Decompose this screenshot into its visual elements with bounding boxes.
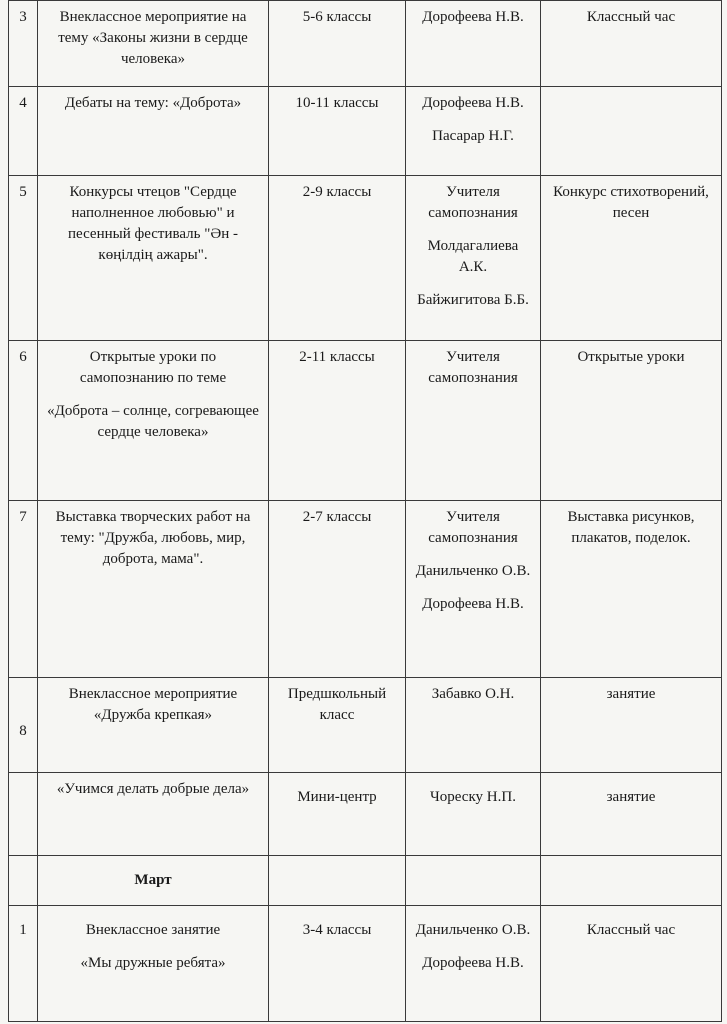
- responsible-name: Дорофеева Н.В.: [422, 95, 524, 111]
- row-number: [9, 773, 38, 856]
- event-cell: [38, 678, 269, 773]
- row-number: 1: [9, 906, 38, 1022]
- responsible-cell: [406, 1, 541, 87]
- responsible-name: Дорофеева Н.В.: [422, 596, 524, 612]
- form-cell: Выставка рисунков, плакатов, поделок.: [541, 501, 722, 678]
- event-cell: [38, 176, 269, 341]
- row-number: 7: [9, 501, 38, 678]
- event-cell: [38, 87, 269, 176]
- grades-cell: 10-11 классы: [269, 87, 406, 176]
- table-row: [9, 501, 722, 678]
- event-cell: [38, 341, 269, 501]
- event-cell: [38, 906, 269, 1022]
- row-number: [9, 678, 38, 773]
- responsible-cell: [406, 906, 541, 1022]
- row-number: [9, 856, 38, 906]
- responsible-name: Данильченко О.В.: [415, 563, 531, 579]
- responsible-cell: [406, 176, 541, 341]
- responsible-name: Данильченко О.В.: [415, 922, 531, 938]
- responsible-name: Дорофеева Н.В.: [422, 9, 524, 25]
- row-number-text: 8: [19, 723, 27, 739]
- table-row: [9, 773, 722, 856]
- month-title: Март: [134, 872, 172, 888]
- event-text: Внеклассное занятие: [85, 922, 221, 938]
- events-table: [8, 0, 722, 1022]
- grades-cell: 5-6 классы: [269, 1, 406, 87]
- table-row: [9, 906, 722, 1022]
- row-number: 4: [9, 87, 38, 176]
- responsible-name: Чореску Н.П.: [430, 789, 516, 805]
- row-number: 6: [9, 341, 38, 501]
- event-text: «Доброта – солнце, согревающее сердце человека»: [47, 403, 259, 440]
- table-row: [9, 1, 722, 87]
- responsible-name: Учителя самопознания: [428, 509, 518, 546]
- event-text: Конкурсы чтецов "Сердце наполненное любовью" и песенный фестиваль "Ән - көңілдің ажары".: [68, 184, 238, 263]
- form-cell: занятие: [541, 678, 722, 773]
- grades-cell: Мини-центр: [269, 773, 406, 856]
- responsible-cell: [406, 87, 541, 176]
- event-text: Внеклассное мероприятие на тему «Законы жизни в сердце человека»: [58, 9, 248, 67]
- responsible-cell: [406, 501, 541, 678]
- grades-cell: Предшкольный класс: [269, 678, 406, 773]
- grades-cell: 3-4 классы: [269, 906, 406, 1022]
- row-number: 3: [9, 1, 38, 87]
- form-cell: Открытые уроки: [541, 341, 722, 501]
- table-row: [9, 87, 722, 176]
- responsible-cell: [406, 773, 541, 856]
- month-header-row: [9, 856, 722, 906]
- form-cell: Классный час: [541, 1, 722, 87]
- month-cell: [38, 856, 269, 906]
- responsible-name: Дорофеева Н.В.: [422, 955, 524, 971]
- grades-cell: 2-11 классы: [269, 341, 406, 501]
- event-text: Открытые уроки по самопознанию по теме: [79, 349, 227, 386]
- responsible-name: Учителя самопознания: [428, 184, 518, 221]
- responsible-cell: [406, 341, 541, 501]
- table-row: [9, 176, 722, 341]
- form-cell: занятие: [541, 773, 722, 856]
- table-row: [9, 341, 722, 501]
- event-text: Дебаты на тему: «Доброта»: [64, 95, 242, 111]
- empty-cell: [406, 856, 541, 906]
- responsible-name: Молдагалиева А.К.: [427, 238, 519, 275]
- empty-cell: [541, 856, 722, 906]
- responsible-name: Забавко О.Н.: [431, 686, 515, 702]
- form-cell: Конкурс стихотворений, песен: [541, 176, 722, 341]
- grades-cell: 2-7 классы: [269, 501, 406, 678]
- event-text: «Мы дружные ребята»: [80, 955, 226, 971]
- event-text: Внеклассное мероприятие «Дружба крепкая»: [68, 686, 238, 723]
- form-cell: Классный час: [541, 906, 722, 1022]
- responsible-name: Пасарар Н.Г.: [432, 128, 514, 144]
- responsible-name: Байжигитова Б.Б.: [417, 292, 529, 308]
- event-cell: [38, 1, 269, 87]
- event-text: «Учимся делать добрые дела»: [56, 781, 250, 797]
- row-number: 5: [9, 176, 38, 341]
- form-cell: [541, 87, 722, 176]
- event-cell: [38, 501, 269, 678]
- responsible-name: Учителя самопознания: [428, 349, 518, 386]
- grades-cell: 2-9 классы: [269, 176, 406, 341]
- empty-cell: [269, 856, 406, 906]
- responsible-cell: [406, 678, 541, 773]
- table-row: [9, 678, 722, 773]
- event-text: Выставка творческих работ на тему: "Дружба, любовь, мир, доброта, мама".: [55, 509, 251, 567]
- event-cell: [38, 773, 269, 856]
